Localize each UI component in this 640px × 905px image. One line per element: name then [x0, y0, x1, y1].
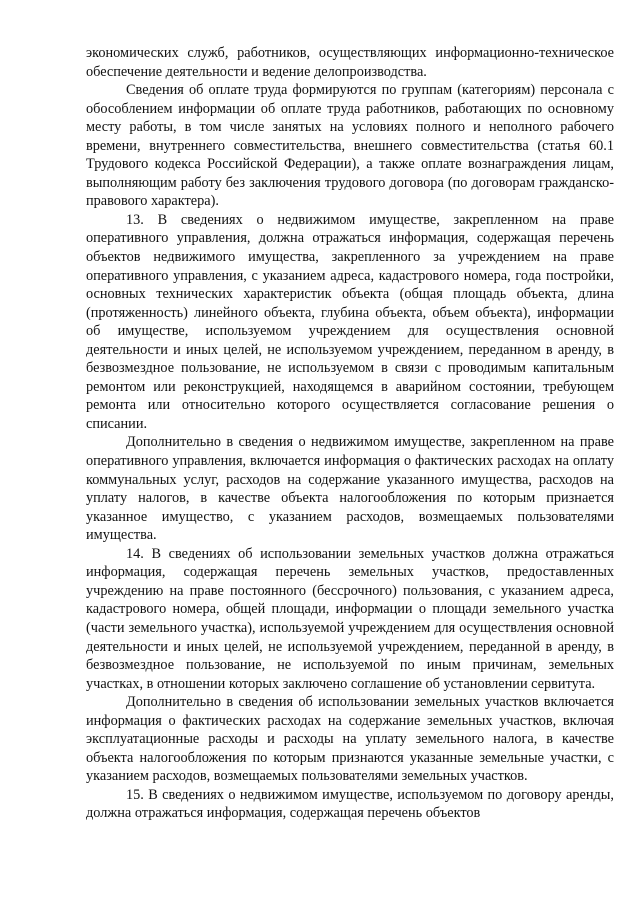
paragraph-payroll-info: Сведения об оплате труда формируются по группам (категориям) персонала с обособлением информации об оплате труда работников, работающих по основному месту работы, в том числе занятых на условиях полного и неполного рабочего времени, внутреннего совместительства, внешнего совместительства (статья 60.1 Трудового кодекса Российской Федерации), а также оплате вознаграждения лицам, выполняющим работу без заключения трудового договора (по договорам гражданско-правового характера). — [86, 82, 614, 210]
paragraph-item-13: 13. В сведениях о недвижимом имуществе, закрепленном на праве оперативного управления, должна отражаться информация, содержащая перечень объектов недвижимого имущества, закрепленного за учреждением на праве оперативного управления, с указанием адреса, кадастрового номера, года постройки, основных технических характеристик объекта (общая площадь объекта, длина (протяженность) линейного объекта, глубина объекта, объем объекта), информации об имуществе, используемом учреждением для осуществления основной деятельности и иных целей, не используемом учреждением, переданном в аренду, в безвозмездное пользование, не используемом в связи с проводимым капитальным ремонтом или реконструкцией, находящемся в аварийном состоянии, требующем ремонта или относительно которого осуществляется согласование решения о списании. — [86, 211, 614, 432]
paragraph-item-14-additional: Дополнительно в сведения об использовании земельных участков включается информация о фактических расходах на содержание земельных участков, включая эксплуатационные расходы и расходы на уплату земельного налога, в качестве объекта налогообложения по которым признаются указанные земельные участки, с указанием расходов, возмещаемых пользователями земельных участков. — [86, 694, 614, 785]
paragraph-item-13-additional: Дополнительно в сведения о недвижимом имуществе, закрепленном на праве оперативного управления, включается информация о фактических расходах на оплату коммунальных услуг, расходов на содержание указанного имущества, расходов на уплату налогов, в качестве объекта налогообложения по которым признается указанное имущество, с указанием расходов, возмещаемых пользователями имущества. — [86, 434, 614, 544]
document-page — [86, 44, 614, 900]
paragraph-item-15: 15. В сведениях о недвижимом имуществе, используемом по договору аренды, должна отражаться информация, содержащая перечень объектов — [86, 786, 614, 822]
paragraph-continuation: экономических служб, работников, осуществляющих информационно-техническое обеспечение деятельности и ведение делопроизводства. — [86, 45, 614, 80]
paragraph-item-14: 14. В сведениях об использовании земельных участков должна отражаться информация, содержащая перечень земельных участков, предоставленных учреждению на праве постоянного (бессрочного) пользования, с указанием адреса, кадастрового номера, общей площади, информации о площади земельного участка (части земельного участка), используемой учреждением для осуществления основной деятельности и иных целей, не используемой учреждением, переданной в аренду, в безвозмездное пользование, не используемой по иным причинам, земельных участках, в отношении которых заключено соглашение об установлении сервитута. — [86, 545, 614, 692]
